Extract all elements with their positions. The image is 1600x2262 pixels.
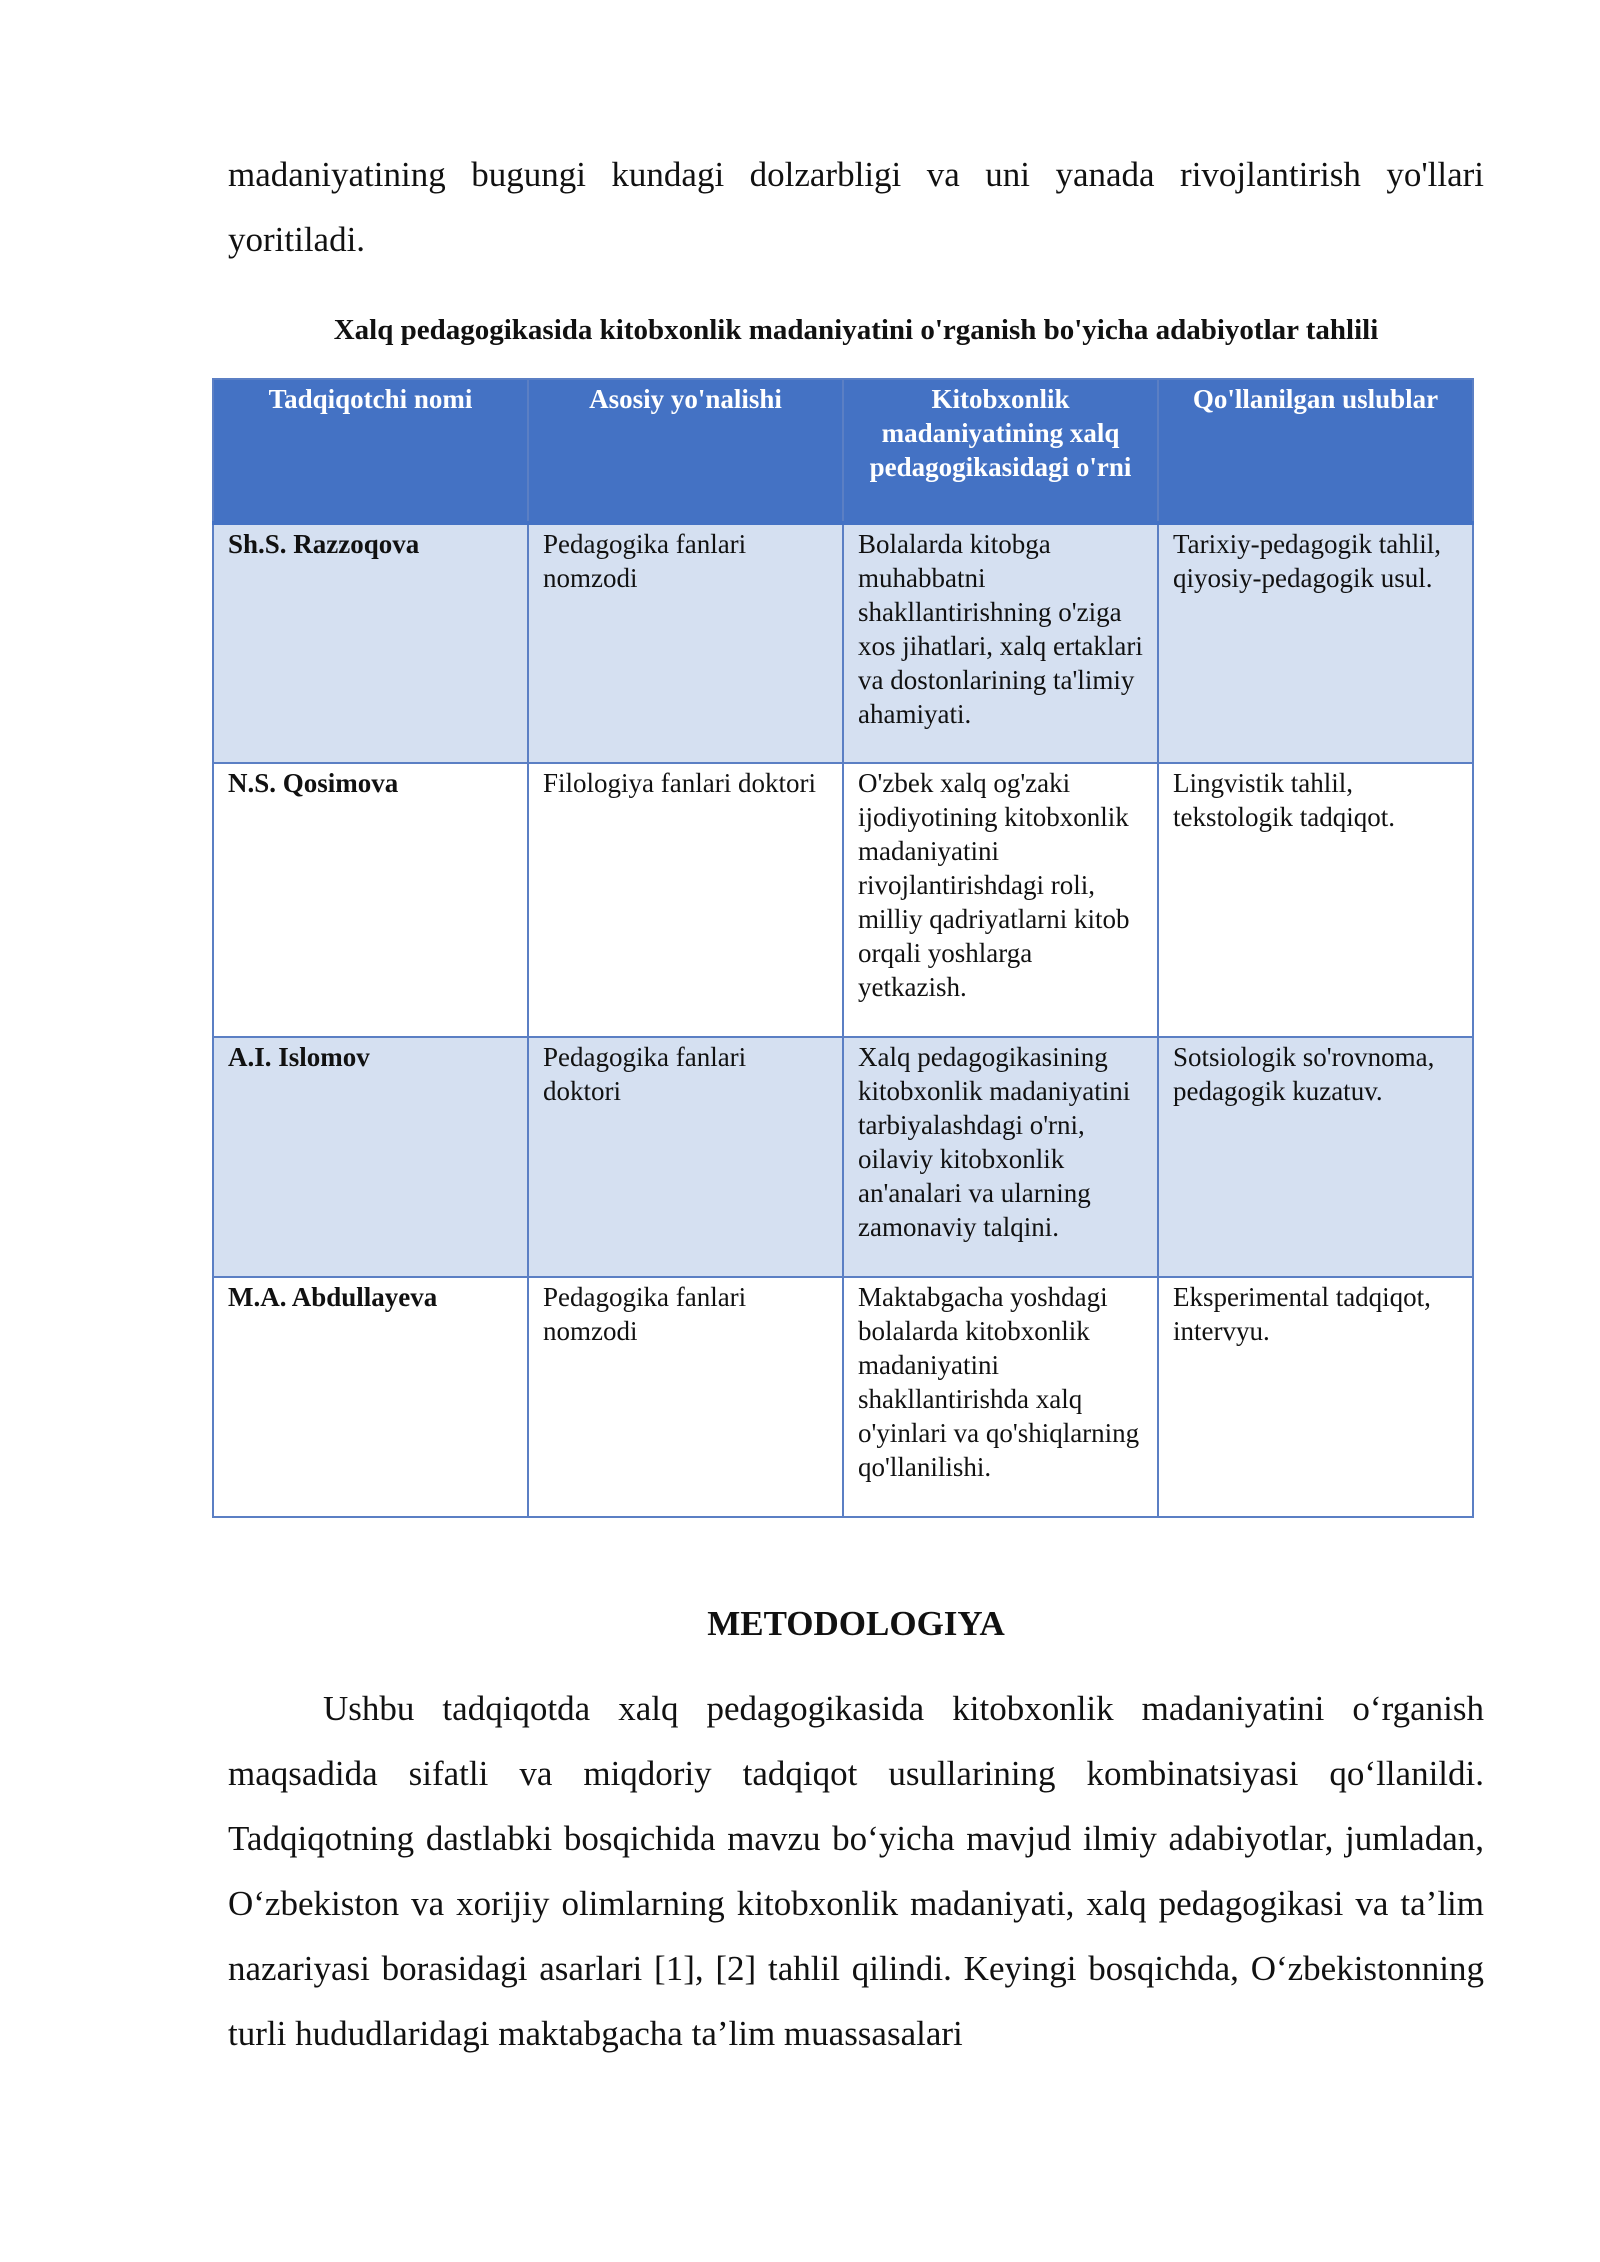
intro-paragraph: madaniyatining bugungi kundagi dolzarbligi va uni yanada rivojlantirish yo'llari yoritiladi. bbox=[228, 155, 1484, 259]
methods-cell: Sotsiologik so'rovnoma, pedagogik kuzatuv. bbox=[1158, 1037, 1473, 1277]
researcher-name: Sh.S. Razzoqova bbox=[213, 523, 528, 763]
table-row bbox=[213, 1037, 1473, 1277]
methods-cell: Tarixiy-pedagogik tahlil, qiyosiy-pedagogik usul. bbox=[1158, 523, 1473, 763]
header-methods: Qo'llanilgan uslublar bbox=[1158, 379, 1473, 523]
section-heading: METODOLOGIYA bbox=[707, 1604, 1005, 1643]
researcher-name: M.A. Abdullayeva bbox=[213, 1277, 528, 1517]
header-direction: Asosiy yo'nalishi bbox=[528, 379, 843, 523]
table-header-row bbox=[213, 379, 1473, 523]
methodology-paragraph: Ushbu tadqiqotda xalq pedagogikasida kitobxonlik madaniyatini o‘rganish maqsadida sifatli va miqdoriy tadqiqot usullarining kombinatsiyasi qo‘llanildi. Tadqiqotning dastlabki bosqichida mavzu bo‘yicha mavjud ilmiy adabiyotlar, jumladan, O‘zbekiston va xorijiy olimlarning kitobxonlik madaniyati, xalq pedagogikasi va ta’lim nazariyasi borasidagi asarlari [1], [2] tahlil qilindi. Keyingi bosqichda, O‘zbekistonning turli hududlaridagi maktabgacha ta’lim muassasalari bbox=[228, 1689, 1484, 2053]
role-cell: Xalq pedagogikasining kitobxonlik madaniyatini tarbiyalashdagi o'rni, oilaviy kitobxonlik an'analari va ularning zamonaviy talqini. bbox=[843, 1037, 1158, 1277]
direction-cell: Pedagogika fanlari doktori bbox=[528, 1037, 843, 1277]
header-researcher: Tadqiqotchi nomi bbox=[213, 379, 528, 523]
methods-cell: Eksperimental tadqiqot, intervyu. bbox=[1158, 1277, 1473, 1517]
header-role: Kitobxonlik madaniyatining xalq pedagogikasidagi o'rni bbox=[843, 379, 1158, 523]
direction-cell: Filologiya fanlari doktori bbox=[528, 763, 843, 1037]
role-cell: O'zbek xalq og'zaki ijodiyotining kitobxonlik madaniyatini rivojlantirishdagi roli, milliy qadriyatlarni kitob orqali yoshlarga yetkazish. bbox=[843, 763, 1158, 1037]
table-row bbox=[213, 763, 1473, 1037]
literature-table bbox=[212, 378, 1474, 1518]
table-row bbox=[213, 1277, 1473, 1517]
role-cell: Bolalarda kitobga muhabbatni shakllantirishning o'ziga xos jihatlari, xalq ertaklari va dostonlarining ta'limiy ahamiyati. bbox=[843, 523, 1158, 763]
role-cell: Maktabgacha yoshdagi bolalarda kitobxonlik madaniyatini shakllantirishda xalq o'yinlari va qo'shiqlarning qo'llanilishi. bbox=[843, 1277, 1158, 1517]
table-caption: Xalq pedagogikasida kitobxonlik madaniyatini o'rganish bo'yicha adabiyotlar tahlili bbox=[333, 314, 1379, 346]
methods-cell: Lingvistik tahlil, tekstologik tadqiqot. bbox=[1158, 763, 1473, 1037]
direction-cell: Pedagogika fanlari nomzodi bbox=[528, 1277, 843, 1517]
table-row bbox=[213, 523, 1473, 763]
researcher-name: N.S. Qosimova bbox=[213, 763, 528, 1037]
direction-cell: Pedagogika fanlari nomzodi bbox=[528, 523, 843, 763]
researcher-name: A.I. Islomov bbox=[213, 1037, 528, 1277]
